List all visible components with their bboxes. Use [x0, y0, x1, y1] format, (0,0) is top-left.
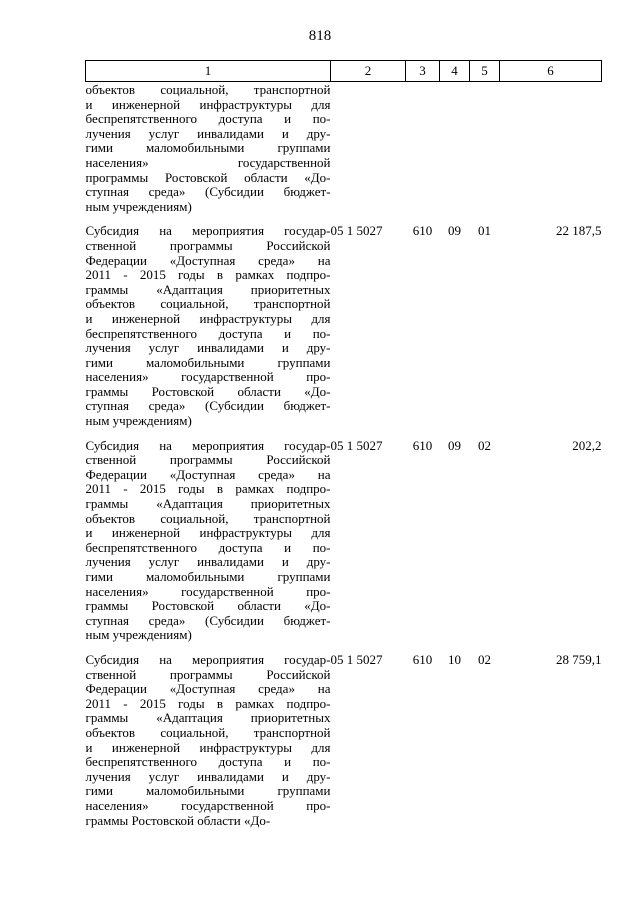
row-name-line: и инженерной инфраструктуры для: [85, 310, 331, 326]
row-name-line: Федерации «Доступная среда» на: [85, 466, 331, 482]
column-header-sum: 6: [500, 61, 602, 82]
row-name-line: и инженерной инфраструктуры для: [85, 96, 331, 112]
row-name-line: гими маломобильными группами: [85, 783, 331, 799]
row-name-line: ступная среда» (Субсидии бюджет-: [85, 398, 331, 414]
row-vr-cell: [406, 82, 440, 215]
row-name-line: населения» государственной про-: [85, 369, 331, 385]
table-row: [86, 82, 602, 215]
row-name-line: ственной программы Российской: [85, 666, 331, 682]
row-name-cell: [86, 82, 331, 215]
row-sum-cell: 28 759,1: [556, 651, 602, 667]
row-name-line: Федерации «Доступная среда» на: [85, 252, 331, 268]
row-name-line: и инженерной инфраструктуры для: [85, 739, 331, 755]
row-vr-cell: 610: [412, 437, 433, 453]
row-pr-cell: 02: [478, 651, 491, 667]
column-header-name: 1: [86, 61, 331, 82]
table-row: [86, 214, 602, 428]
column-header-vr: 3: [406, 61, 440, 82]
row-pr-cell: [470, 82, 500, 215]
row-name-line: ным учреждениям): [85, 627, 192, 643]
row-name-line: программы Ростовской области «До-: [85, 169, 331, 185]
row-name-line: лучения услуг инвалидами и дру-: [85, 768, 331, 784]
row-vr-cell: 610: [412, 223, 433, 239]
row-name-line: граммы Ростовской области «До-: [85, 598, 331, 614]
row-csr-cell: 05 1 5027: [330, 223, 383, 239]
row-name-line: лучения услуг инвалидами и дру-: [85, 340, 331, 356]
row-name-cell: [86, 214, 331, 428]
budget-table: [85, 60, 602, 828]
row-rz-cell: 09: [448, 223, 461, 239]
row-name-line: беспрепятственного доступа и по-: [85, 325, 331, 341]
row-name-line: и инженерной инфраструктуры для: [85, 525, 331, 541]
row-csr-cell: 05 1 5027: [330, 651, 383, 667]
row-name-line: лучения услуг инвалидами и дру-: [85, 554, 331, 570]
row-pr-cell: 02: [478, 437, 491, 453]
column-header-csr: 2: [331, 61, 406, 82]
row-name-line: гими маломобильными группами: [85, 569, 331, 584]
row-sum-cell: [500, 82, 602, 215]
table-header-row: [86, 61, 602, 82]
row-name-line: ственной программы Российской: [85, 452, 331, 468]
row-sum-cell: 202,2: [572, 437, 602, 453]
row-name-line: граммы «Адаптация приоритетных: [85, 710, 331, 726]
row-pr-cell: 01: [478, 223, 491, 239]
row-name-line: Субсидия на мероприятия государ-: [85, 223, 331, 239]
row-rz-cell: 09: [448, 437, 461, 453]
row-name-line: 2011 - 2015 годы в рамках подпро-: [85, 695, 331, 711]
row-name-line: Субсидия на мероприятия государ-: [85, 437, 331, 453]
row-name-line: объектов социальной, транспортной: [85, 82, 331, 97]
row-name-line: граммы Ростовской области «До-: [85, 383, 331, 399]
row-name-line: лучения услуг инвалидами и дру-: [85, 125, 331, 141]
row-name-line: ступная среда» (Субсидии бюджет-: [85, 184, 331, 200]
table-row: [86, 429, 602, 643]
row-name-line: беспрепятственного доступа и по-: [85, 754, 331, 770]
row-name-line: населения» государственной про-: [85, 583, 331, 599]
row-name-line: беспрепятственного доступа и по-: [85, 539, 331, 555]
row-name-line: ным учреждениям): [85, 413, 192, 429]
row-name-line: граммы «Адаптация приоритетных: [85, 281, 331, 297]
row-name-line: ственной программы Российской: [85, 237, 331, 253]
column-header-rz: 4: [440, 61, 470, 82]
row-name-cell: [86, 429, 331, 643]
row-name-cell: [86, 643, 331, 828]
row-name-line: населения» государственной про-: [85, 797, 331, 813]
table-row: [86, 643, 602, 828]
row-vr-cell: 610: [412, 651, 433, 667]
row-name-line: 2011 - 2015 годы в рамках подпро-: [85, 267, 331, 283]
row-name-line: Субсидия на мероприятия государ-: [85, 651, 331, 667]
row-rz-cell: 10: [448, 651, 461, 667]
row-csr-cell: 05 1 5027: [330, 437, 383, 453]
row-rz-cell: [440, 82, 470, 215]
row-name-line: объектов социальной, транспортной: [85, 510, 331, 526]
row-csr-cell: [331, 82, 406, 215]
row-name-line: граммы Ростовской области «До-: [85, 812, 271, 828]
page-number: 818: [308, 28, 332, 44]
row-name-line: ступная среда» (Субсидии бюджет-: [85, 612, 331, 628]
row-name-line: объектов социальной, транспортной: [85, 296, 331, 312]
row-name-line: беспрепятственного доступа и по-: [85, 111, 331, 127]
row-name-line: граммы «Адаптация приоритетных: [85, 496, 331, 512]
row-name-line: ным учреждениям): [85, 198, 192, 214]
row-sum-cell: 22 187,5: [556, 223, 602, 239]
row-name-line: гими маломобильными группами: [85, 354, 331, 370]
row-name-line: 2011 - 2015 годы в рамках подпро-: [85, 481, 331, 497]
row-name-line: населения» государственной: [85, 154, 331, 170]
row-name-line: Федерации «Доступная среда» на: [85, 681, 331, 697]
column-header-pr: 5: [470, 61, 500, 82]
row-name-line: гими маломобильными группами: [85, 140, 331, 156]
row-name-line: объектов социальной, транспортной: [85, 724, 331, 740]
